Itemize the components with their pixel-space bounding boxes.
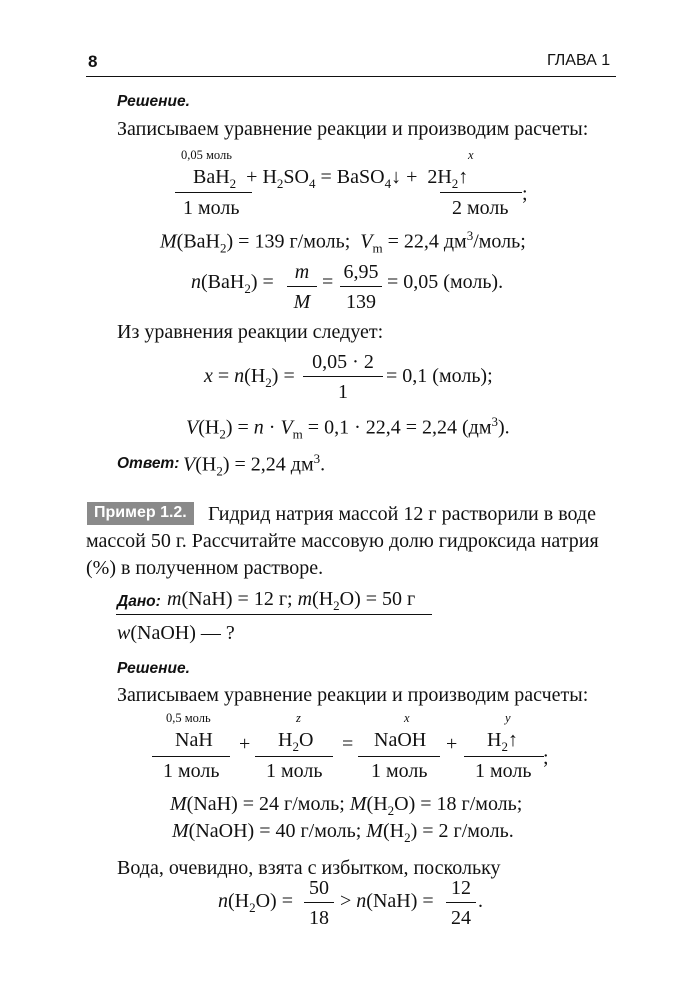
reaction2-plus1: + bbox=[239, 733, 251, 755]
solution2-label: Решение. bbox=[117, 660, 190, 677]
compare-lhs: $n(H_2O)$ = bbox=[218, 890, 293, 915]
reaction2-top4: y bbox=[505, 711, 511, 725]
reaction2-top1: 0,5 моль bbox=[166, 711, 211, 725]
equals-sign: = bbox=[322, 271, 334, 293]
page-number: 8 bbox=[88, 52, 98, 71]
volume-line: $V(H_2) = n \cdot V_m = 0,1 \cdot 22,4 = 2,24$ $(дм^3)$. bbox=[186, 414, 510, 442]
reaction2-bar3 bbox=[358, 756, 440, 757]
reaction1-mol-right: 2 моль bbox=[452, 197, 509, 219]
reaction1-mol-left: 1 моль bbox=[183, 197, 240, 219]
given-label: Дано: bbox=[117, 593, 161, 610]
reaction1-bar-left bbox=[175, 192, 252, 193]
reaction2-bar4 bbox=[464, 756, 544, 757]
example-text-line1: Гидрид натрия массой 12 г растворили в воде bbox=[208, 503, 596, 525]
example-badge: Пример 1.2. bbox=[87, 502, 194, 525]
compare-mid: > n(NaH) = bbox=[340, 890, 434, 912]
given-text: m(NaH) = 12 г; $m(H_2O) = 50$ г bbox=[167, 588, 416, 613]
n-bah2-result: = 0,05 (моль). bbox=[387, 271, 504, 293]
answer-label: Ответ: bbox=[117, 455, 180, 472]
reaction2-bar1 bbox=[152, 756, 230, 757]
given-rule bbox=[116, 614, 432, 615]
solution-intro: Записываем уравнение реакции и производим расчеты: bbox=[117, 118, 589, 140]
water-text: Вода, очевидно, взята с избытком, поскольку bbox=[117, 857, 501, 879]
x-calc-lhs: $x = n(H_2)$ = bbox=[204, 365, 295, 390]
reaction2-s3: NaOH bbox=[374, 729, 427, 751]
solution-label: Решение. bbox=[117, 93, 190, 110]
reaction2-s4: $H_2↑$ bbox=[487, 729, 518, 754]
answer-text: $V(H_2) = 2,24$ $дм^3$. bbox=[183, 451, 326, 479]
reaction2-s1: NaH bbox=[175, 729, 213, 751]
fraction-12-24: 12 24 bbox=[446, 876, 476, 930]
fraction-x: 0,05 · 2 1 bbox=[303, 350, 383, 404]
reaction1-equation: $BaH_2 + H_2SO_4$ = BaSO$_4$↓ + $2H_2↑$ bbox=[193, 166, 469, 191]
reaction2-mol4: 1 моль bbox=[475, 760, 532, 782]
reaction2-top3: x bbox=[404, 711, 410, 725]
reaction2-equals: = bbox=[342, 733, 354, 755]
from-equation-text: Из уравнения реакции следует: bbox=[117, 321, 384, 343]
reaction2-mol2: 1 моль bbox=[266, 760, 323, 782]
reaction2-s2: $H_2O$ bbox=[278, 729, 314, 754]
molar-mass-line: M(BaH$_2$) = 139 г/моль; $V_m = 22,4$ $дм^3$/моль; bbox=[160, 228, 526, 256]
molar-line2: M(NaOH) = 40 г/моль; $M(H_2) = 2$ г/моль. bbox=[172, 820, 514, 845]
reaction2-plus2: + bbox=[446, 733, 458, 755]
find-text: w(NaOH) — ? bbox=[117, 622, 235, 644]
solution2-intro: Записываем уравнение реакции и производим расчеты: bbox=[117, 684, 589, 706]
fraction-m-over-M: m M bbox=[287, 260, 317, 314]
fraction-50-18: 50 18 bbox=[304, 876, 334, 930]
reaction1-bar-right bbox=[440, 192, 522, 193]
fraction-6-95: 6,95 139 bbox=[340, 260, 382, 314]
n-bah2-lhs: n(BaH$_2$) = bbox=[191, 271, 274, 296]
molar-line1: M(NaH) = 24 г/моль; $M(H_2O) = 18$ г/моль; bbox=[170, 793, 523, 818]
reaction2-semicolon: ; bbox=[543, 747, 549, 769]
example-text-line3: (%) в полученном растворе. bbox=[86, 557, 324, 579]
reaction2-top2: z bbox=[296, 711, 301, 725]
reaction1-top-left: 0,05 моль bbox=[181, 148, 232, 162]
reaction1-top-right: x bbox=[468, 148, 474, 162]
reaction1-semicolon: ; bbox=[522, 183, 528, 205]
reaction2-mol3: 1 моль bbox=[371, 760, 428, 782]
x-calc-result: = 0,1 (моль); bbox=[386, 365, 493, 387]
reaction2-bar2 bbox=[255, 756, 333, 757]
reaction2-mol1: 1 моль bbox=[163, 760, 220, 782]
header-rule bbox=[86, 76, 616, 77]
chapter-title: ГЛАВА 1 bbox=[547, 52, 611, 69]
example-text-line2: массой 50 г. Рассчитайте массовую долю гидроксида натрия bbox=[86, 530, 599, 552]
compare-period: . bbox=[478, 890, 483, 912]
